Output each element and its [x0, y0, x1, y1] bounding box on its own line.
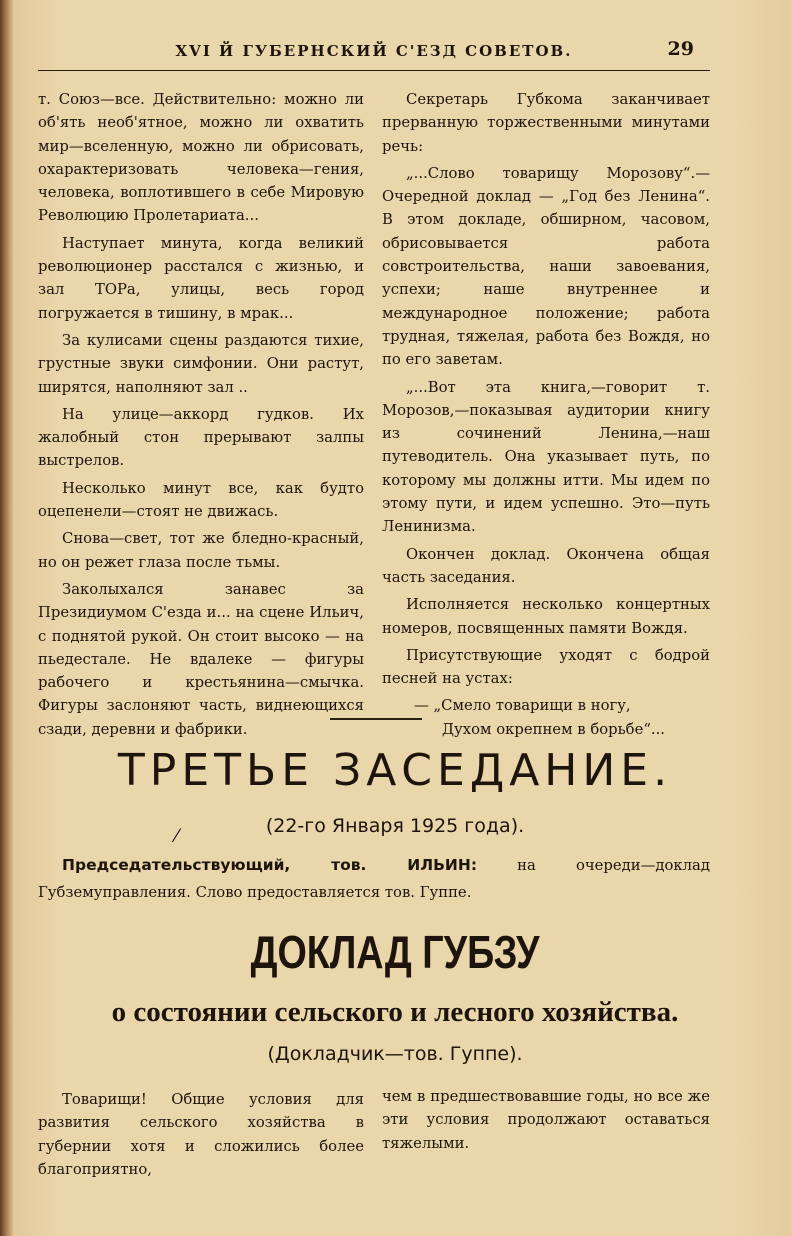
chair-statement: [38, 852, 710, 906]
verse-line: — „Смело товарищи в ногу,: [414, 697, 631, 715]
paragraph: Товарищи! Общие условия для развития сельского хозяйства в губернии хотя и сложились более благоприятно,: [38, 1091, 364, 1178]
left-column: [38, 88, 364, 745]
paragraph: Несколько минут все, как будто оцепенели—стоят не движась.: [38, 479, 364, 521]
chair-text: на очереди—доклад Губземуправления. Слово предоставляется тов. Гуппе.: [38, 857, 710, 901]
paragraph: Секретарь Губкома заканчивает прерванную торжественными минутами речь:: [382, 91, 710, 155]
paragraph: Присутствующие уходят с бодрой песней на устах:: [382, 646, 710, 688]
section-date: (22-го Января 1925 года).: [265, 815, 525, 837]
paragraph: За кулисами сцены раздаются тихие, грустные звуки симфонии. Они растут, ширятся, наполняют зал ..: [38, 331, 364, 396]
pencil-mark-icon: ⁄: [175, 826, 179, 847]
bottom-right-column: [382, 1085, 710, 1159]
paragraph: „...Слово товарищу Морозову“.— Очередной доклад — „Год без Ленина“. В этом докладе, обширном, часовом, обрисовывается работа совстроительства, наши завоевания, успехи; наше внутреннее и международное положение; работа трудная, тяжелая, работа без Вождя, но по его заветам.: [382, 164, 710, 369]
reporter-line: (Докладчик—тов. Гуппе).: [267, 1043, 523, 1065]
chair-lead: Председательствующий, тов. ИЛЬИН:: [62, 856, 478, 874]
running-head-title: XVI Й ГУБЕРНСКИЙ С'ЕЗД СОВЕТОВ.: [175, 42, 573, 60]
section-title: ТРЕТЬЕ ЗАСЕДАНИЕ.: [117, 745, 673, 796]
paragraph: „...Вот эта книга,—говорит т. Морозов,—показывая аудитории книгу из сочинений Ленина,—наш путеводитель. Она указывает путь, по которому мы должны итти. Мы идем по этому пути, и идем успешно. Это—путь Ленинизма.: [382, 378, 710, 536]
right-column: [382, 88, 710, 741]
section-divider: [330, 718, 422, 720]
verse-line: Духом окрепнем в борьбе“...: [442, 720, 666, 738]
paragraph: Заколыхался занавес за Президиумом С'езда и... на сцене Ильич, с поднятой рукой. Он стоит высоко — на пьедестале. Не вдалеке — фигуры рабочего и крестьянина—смычка. Фигуры заслоняют часть, виднеющихся сзади, деревни и фабрики.: [38, 580, 364, 738]
paragraph: Наступает минута, когда великий революционер расстался с жизнью, и зал ТОРа, улицы, весь город погружается в тишину, в мрак...: [38, 234, 364, 322]
running-head: [38, 36, 710, 71]
paragraph: Исполняется несколько концертных номеров, посвященных памяти Вождя.: [382, 596, 710, 637]
paragraph: Снова—свет, тот же бледно-красный, но он режет глаза после тьмы.: [38, 530, 364, 571]
bottom-left-column: [38, 1088, 364, 1185]
page-number: 29: [667, 38, 694, 60]
report-subtitle: о состоянии сельского и лесного хозяйства.: [111, 996, 679, 1028]
report-title: ДОКЛАД ГУБЗУ: [250, 926, 540, 978]
paragraph: т. Союз—все. Действительно: можно ли об'ять необ'ятное, можно ли охватить мир—вселенную, можно ли обрисовать, охарактеризовать человека—гения, человека, воплотившего в себе Мировую Революцию Пролетариата...: [38, 91, 364, 225]
paragraph: На улице—аккорд гудков. Их жалобный стон прерывают залпы выстрелов.: [38, 405, 364, 470]
paragraph: чем в предшествовавшие годы, но все же эти условия продолжают оставаться тяжелыми.: [382, 1088, 710, 1152]
paragraph: Окончен доклад. Окончена общая часть заседания.: [382, 545, 710, 586]
